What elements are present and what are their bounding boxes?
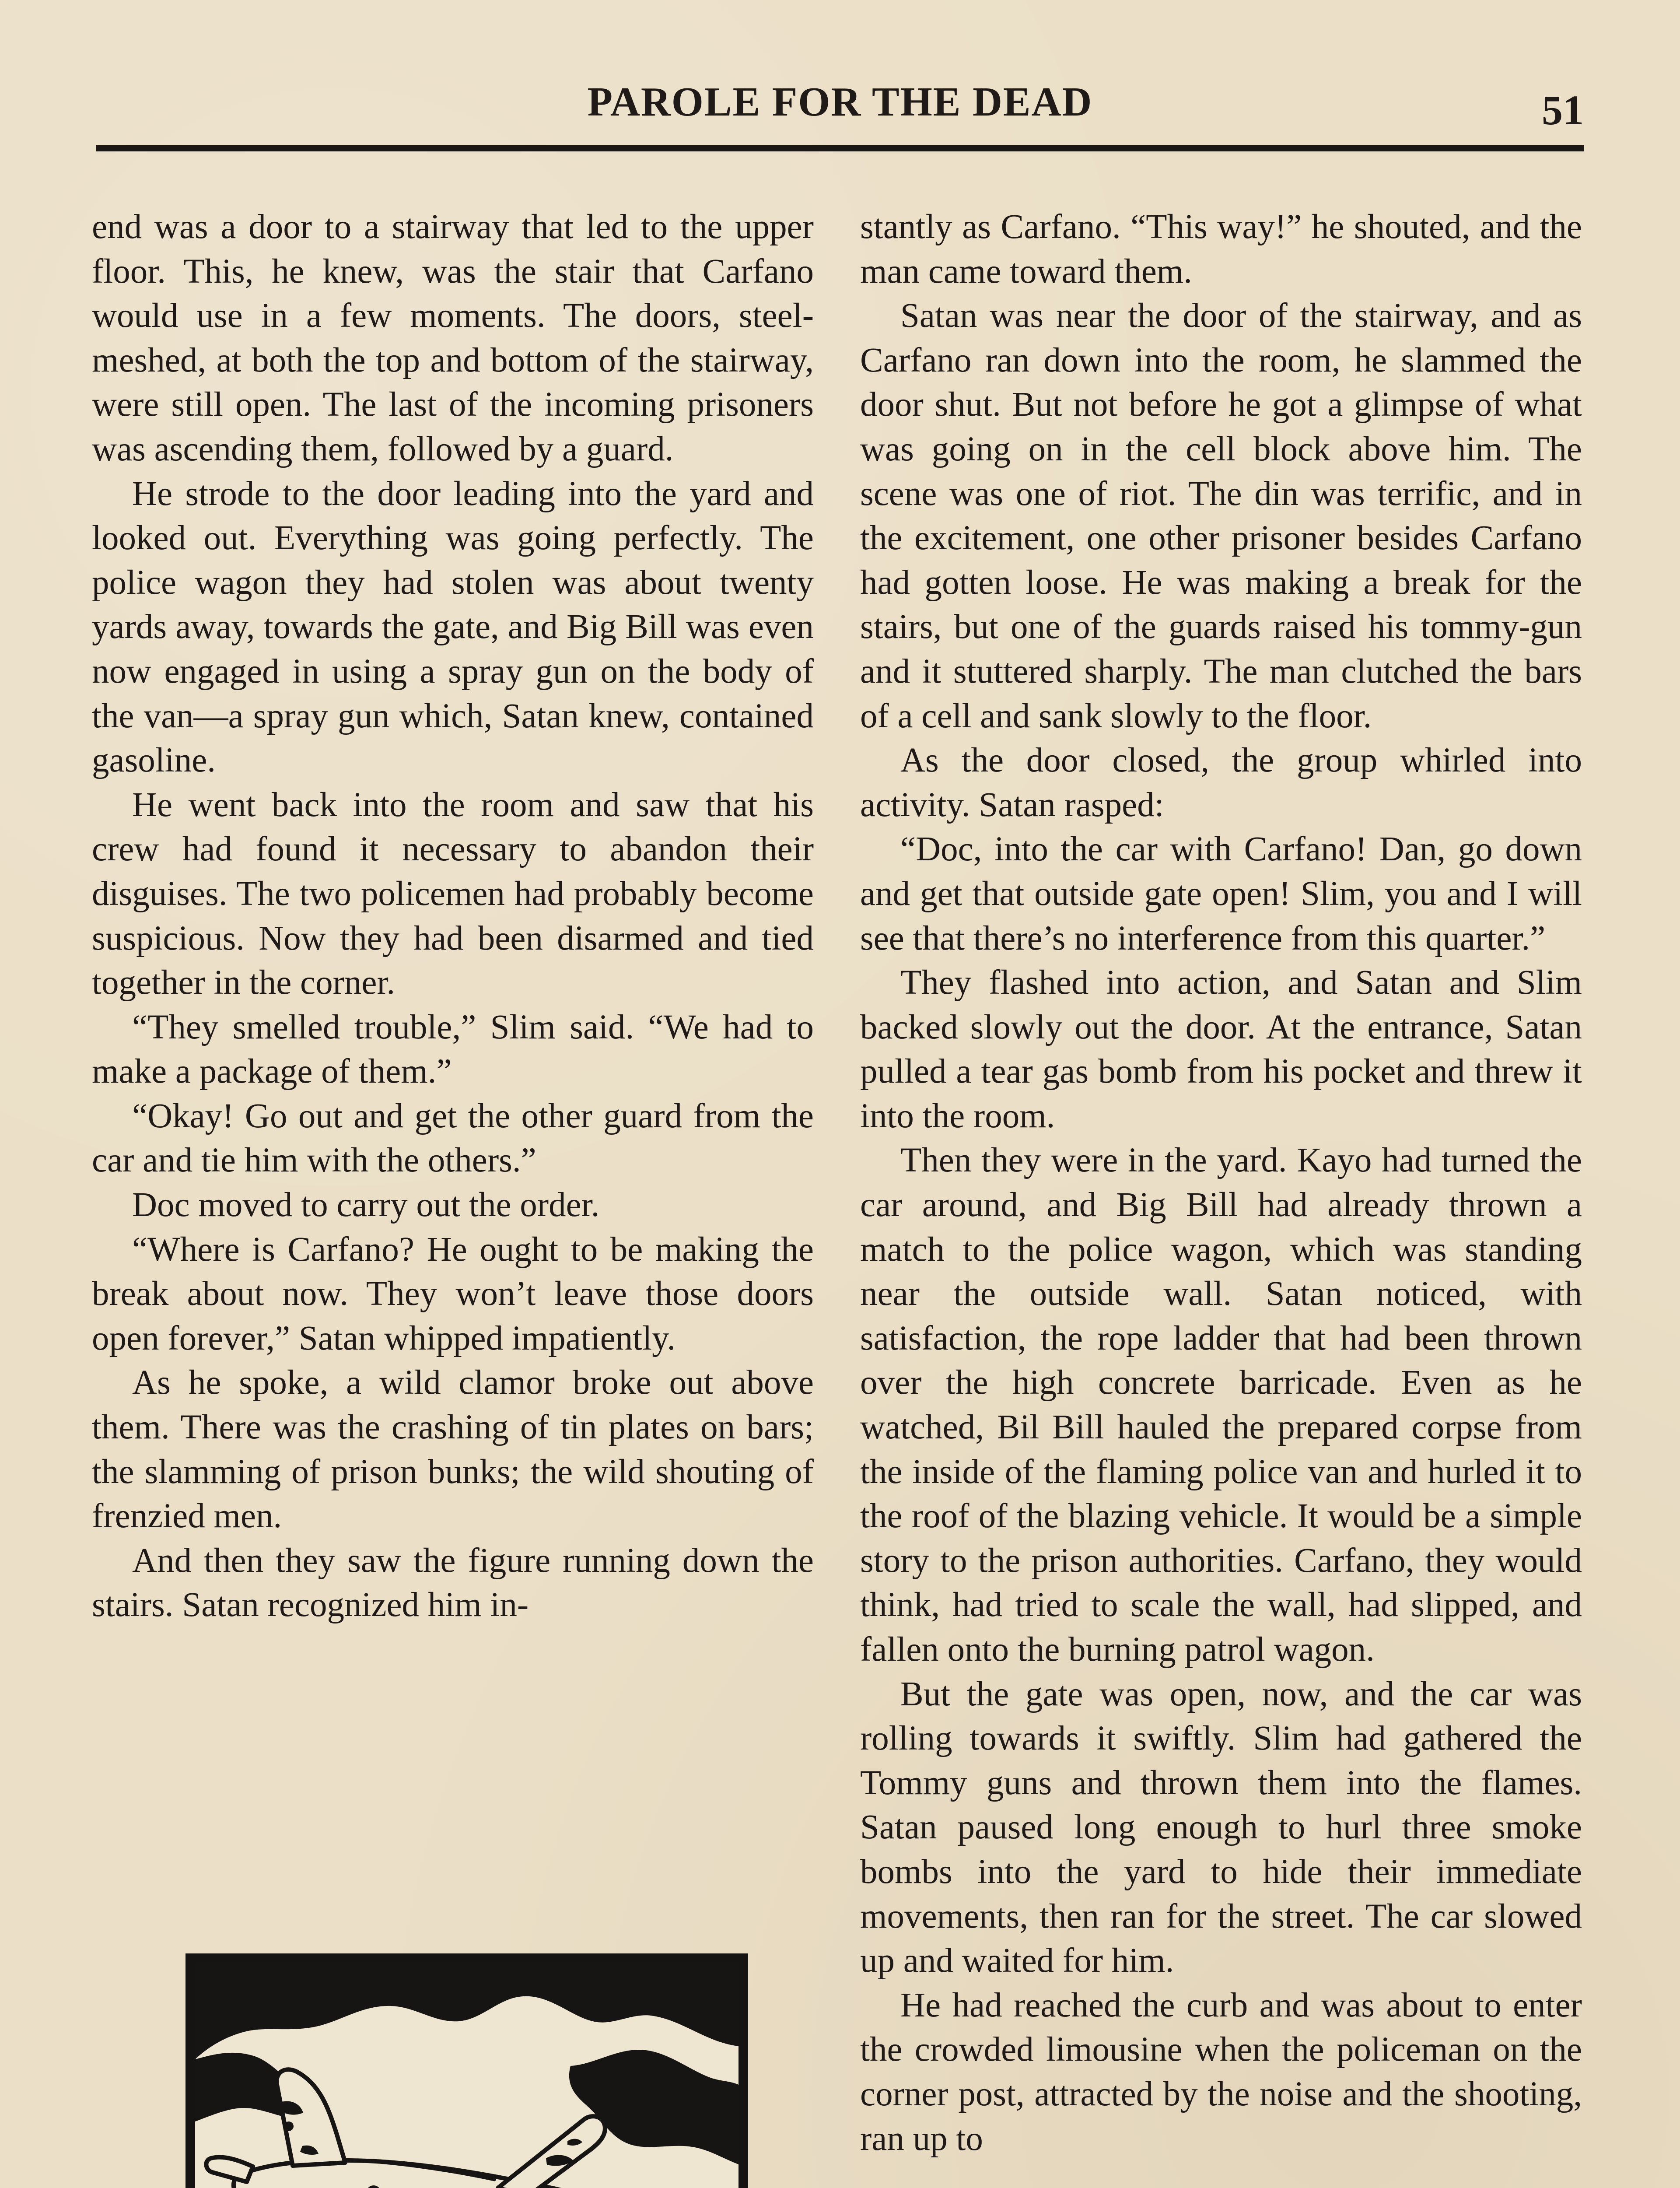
right-paragraph-8: He had reached the curb and was about to enter the crowded limousine when the policeman on the corner post, attracted by the noise and the shooting, ran up to <box>860 1986 1582 2158</box>
left-paragraph-6: Doc moved to carry out the order. <box>132 1186 600 1224</box>
left-paragraph-1: end was a door to a stairway that led to the upper floor. This, he knew, was the stair that Carfano would use in a few moments. The doors, steel-meshed, at both the top and bottom of the stairway, were still open. The last of the incoming prisoners was ascending them, followed by a guard. <box>92 208 814 468</box>
page-number: 51 <box>1542 87 1584 133</box>
right-paragraph-3: As the door closed, the group whirled into activity. Satan rasped: <box>860 741 1582 824</box>
right-paragraph-6: Then they were in the yard. Kayo had turned the car around, and Big Bill had already thrown a match to the police wagon, which was standing near the outside wall. Satan noticed, with satisfaction, the rope ladder that had been thrown over the high concrete barricade. Even as he watched, Bil Bill hauled the prepared corpse from the inside of the flaming police van and hurled it to the roof of the blazing vehicle. It would be a simple story to the prison authorities. Carfano, they would think, had tried to scale the wall, had slipped, and fallen onto the burning patrol wagon. <box>860 1141 1582 1669</box>
airplane-illustration <box>186 1953 748 2188</box>
airplane-icon <box>195 1963 738 2188</box>
left-text-column <box>92 205 814 1627</box>
left-paragraph-3: He went back into the room and saw that his crew had found it necessary to abandon their disguises. The two policemen had probably become suspicious. Now they had been disarmed and tied together in the corner. <box>92 785 814 1002</box>
right-paragraph-5: They flashed into action, and Satan and Slim backed slowly out the door. At the entrance, Satan pulled a tear gas bomb from his pocket and threw it into the room. <box>860 964 1582 1135</box>
right-paragraph-4: “Doc, into the car with Carfano! Dan, go down and get that outside gate open! Slim, you and I will see that there’s no interference from this quarter.” <box>860 830 1582 957</box>
story-title: PAROLE FOR THE DEAD <box>587 79 1093 125</box>
left-paragraph-9: And then they saw the figure running down the stairs. Satan recognized him in- <box>92 1541 814 1624</box>
left-paragraph-8: As he spoke, a wild clamor broke out above them. There was the crashing of tin plates on bars; the slamming of prison bunks; the wild shouting of frenzied men. <box>92 1364 814 1536</box>
right-text-column <box>860 205 1582 2161</box>
right-paragraph-2: Satan was near the door of the stairway, and as Carfano ran down into the room, he slammed the door shut. But not before he got a glimpse of what was going on in the cell block above him. The scene was one of riot. The din was terrific, and in the excitement, one other prisoner besides Carfano had gotten loose. He was making a break for the stairs, but one of the guards raised his tommy-gun and it stuttered sharply. The man clutched the bars of a cell and sank slowly to the floor. <box>860 297 1582 735</box>
left-paragraph-4: “They smelled trouble,” Slim said. “We had to make a package of them.” <box>92 1008 814 1091</box>
right-paragraph-1: stantly as Carfano. “This way!” he shouted, and the man came toward them. <box>860 208 1582 291</box>
left-paragraph-2: He strode to the door leading into the yard and looked out. Everything was going perfectly. The police wagon they had stolen was about twenty yards away, towards the gate, and Big Bill was even now engaged in using a spray gun on the body of the van—a spray gun which, Satan knew, contained gasoline. <box>92 474 814 780</box>
page-header <box>96 81 1584 151</box>
right-paragraph-7: But the gate was open, now, and the car was rolling towards it swiftly. Slim had gathered the Tommy guns and thrown them into the flames. Satan paused long enough to hurl three smoke bombs into the yard to hide their immediate movements, then ran for the street. The car slowed up and waited for him. <box>860 1675 1582 1980</box>
left-paragraph-7: “Where is Carfano? He ought to be making the break about now. They won’t leave those doors open forever,” Satan whipped impatiently. <box>92 1230 814 1357</box>
left-paragraph-5: “Okay! Go out and get the other guard from the car and tie him with the others.” <box>92 1097 814 1180</box>
